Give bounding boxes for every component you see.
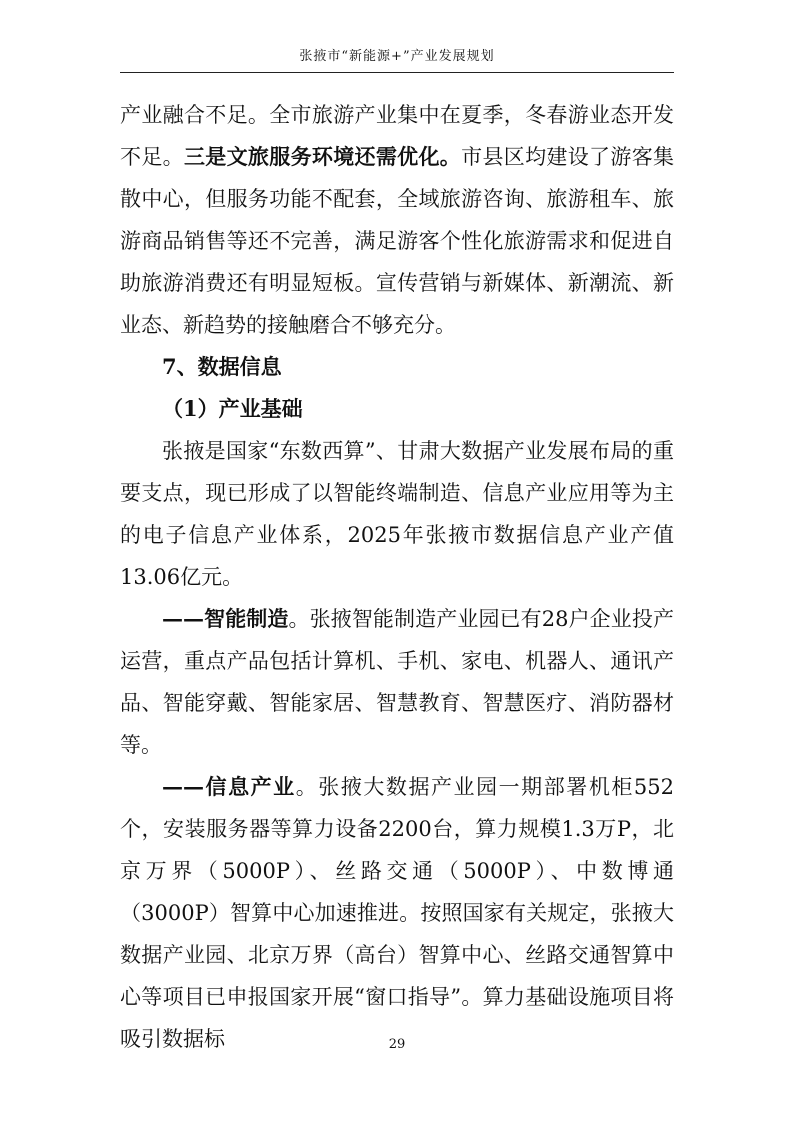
paragraph-text: 。张掖大数据产业园一期部署机柜552个，安装服务器等算力设备2200台，算力规模1.3万P，北京万界（5000P）、丝路交通（5000P）、中数博通（3000P）智算中心加速推进。按照国家有关规定，张掖大数据产业园、北京万界（高台）智算中心、丝路交通智算中心等项目已申报国家开展“窗口指导”。算力基础设施项目将吸引数据标	[120, 775, 674, 1051]
paragraph-text: 。张掖智能制造产业园已有28户企业投产运营，重点产品包括计算机、手机、家电、机器人、通讯产品、智能穿戴、智能家居、智慧教育、智慧医疗、消防器材等。	[120, 607, 674, 757]
paragraph-bold-lead: ——信息产业	[162, 774, 296, 799]
header-title: 张掖市“新能源+”产业发展规划	[299, 49, 495, 64]
page-header	[120, 44, 674, 73]
paragraph-smart-manufacturing	[120, 598, 674, 766]
page-number: 29	[388, 1037, 406, 1052]
paragraph-text: 产业融合不足。全市旅游产业集中在夏季，冬春游业态开发不足。	[120, 103, 674, 169]
paragraph-bold-lead: 三是文旅服务环境还需优化。	[183, 144, 462, 169]
paragraph-information-industry	[120, 766, 674, 1060]
paragraph-bold-lead: ——智能制造	[162, 606, 289, 631]
paragraph-text: 市县区均建设了游客集散中心，但服务功能不配套，全域旅游咨询、旅游租车、旅游商品销售等还不完善，满足游客个性化旅游需求和促进自助旅游消费还有明显短板。宣传营销与新媒体、新潮流、新业态、新趋势的接触磨合不够充分。	[120, 145, 675, 337]
section-heading: 7、数据信息	[162, 354, 282, 379]
subsection-heading: （1）产业基础	[162, 396, 303, 421]
paragraph-tourism	[120, 94, 674, 346]
document-body	[120, 94, 674, 1060]
paragraph-industry-base: 张掖是国家“东数西算”、甘肃大数据产业发展布局的重要支点，现已形成了以智能终端制造、信息产业应用等为主的电子信息产业体系，2025年张掖市数据信息产业产值13.06亿元。	[120, 439, 674, 589]
